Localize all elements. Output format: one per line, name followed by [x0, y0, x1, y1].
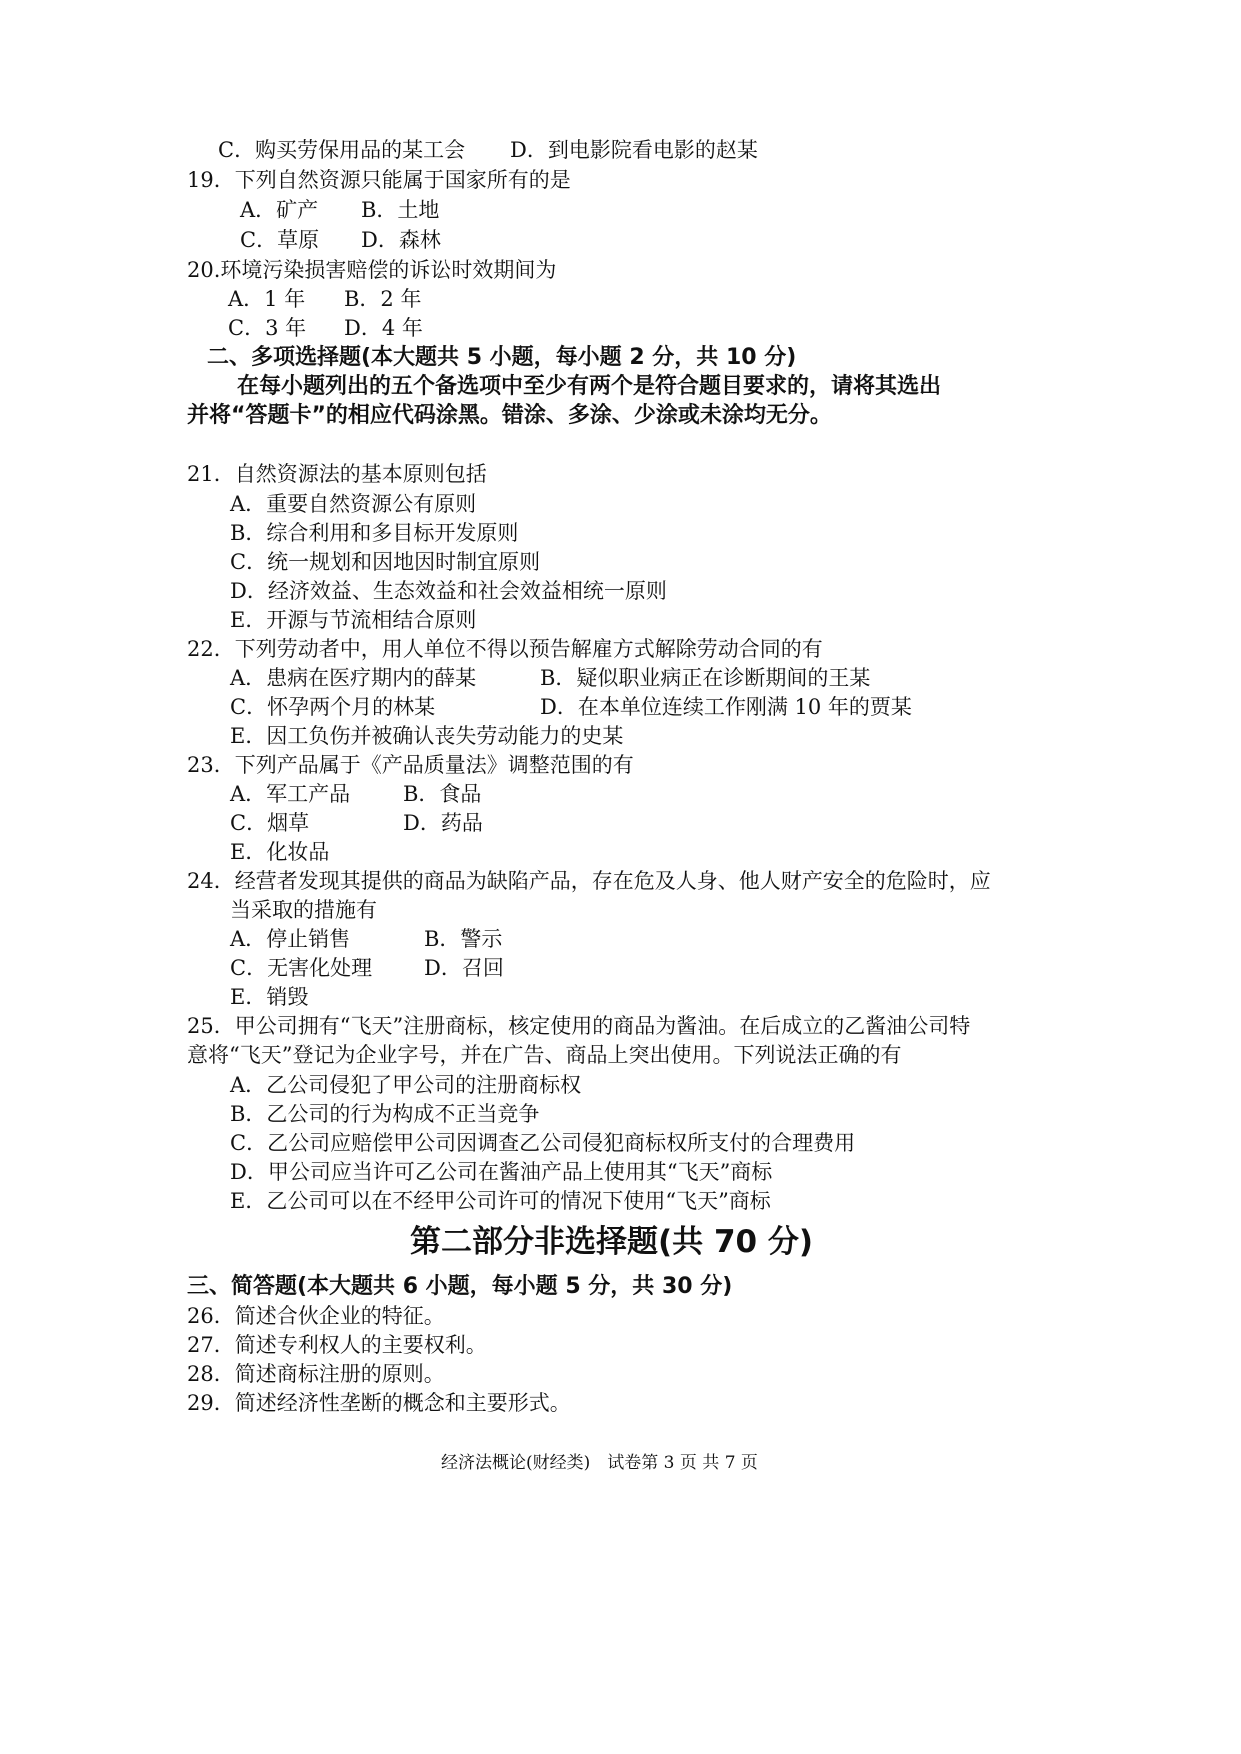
q23-option-d: D．药品	[403, 811, 483, 835]
q26: 26．简述合伙企业的特征。	[187, 1304, 445, 1328]
q19-option-c: C．草原	[240, 228, 320, 252]
q21-option-a: A．重要自然资源公有原则	[230, 492, 477, 516]
q18-option-d: D．到电影院看电影的赵某	[510, 138, 758, 162]
section3-title: 三、简答题(本大题共 6 小题，每小题 5 分，共 30 分)	[187, 1274, 733, 1299]
section2-title: 二、多项选择题(本大题共 5 小题，每小题 2 分，共 10 分)	[207, 345, 797, 370]
q22-option-d: D．在本单位连续工作刚满 10 年的贾某	[540, 695, 912, 719]
q23-option-a: A．军工产品	[230, 782, 351, 806]
q19-option-d: D．森林	[361, 228, 441, 252]
q18-option-c: C．购买劳保用品的某工会	[218, 138, 466, 162]
q22-option-a: A．患病在医疗期内的薛某	[230, 666, 477, 690]
q25-stem-line1: 25．甲公司拥有“飞天”注册商标，核定使用的商品为酱油。在后成立的乙酱油公司特	[187, 1014, 971, 1038]
q27: 27．简述专利权人的主要权利。	[187, 1333, 487, 1357]
q24-option-a: A．停止销售	[230, 927, 351, 951]
section2-instruction-line2: 并将“答题卡”的相应代码涂黑。错涂、多涂、少涂或未涂均无分。	[187, 403, 832, 428]
q25-option-e: E．乙公司可以在不经甲公司许可的情况下使用“飞天”商标	[230, 1189, 771, 1213]
q28: 28．简述商标注册的原则。	[187, 1362, 445, 1386]
q23-stem: 23．下列产品属于《产品质量法》调整范围的有	[187, 753, 634, 777]
q22-option-c: C．怀孕两个月的林某	[230, 695, 436, 719]
q21-option-c: C．统一规划和因地因时制宜原则	[230, 550, 541, 574]
q23-option-c: C．烟草	[230, 811, 310, 835]
q24-option-c: C．无害化处理	[230, 956, 373, 980]
q23-option-b: B．食品	[403, 782, 482, 806]
q24-option-d: D．召回	[424, 956, 504, 980]
q24-stem-line1: 24．经营者发现其提供的商品为缺陷产品，存在危及人身、他人财产安全的危险时，应	[187, 869, 991, 893]
q19-stem: 19．下列自然资源只能属于国家所有的是	[187, 168, 571, 192]
q25-option-c: C．乙公司应赔偿甲公司因调查乙公司侵犯商标权所支付的合理费用	[230, 1131, 856, 1155]
q20-option-d: D．4 年	[344, 316, 423, 340]
q22-option-b: B．疑似职业病正在诊断期间的王某	[540, 666, 871, 690]
q25-option-d: D．甲公司应当许可乙公司在酱油产品上使用其“飞天”商标	[230, 1160, 773, 1184]
q21-stem: 21．自然资源法的基本原则包括	[187, 462, 487, 486]
q24-stem-line2: 当采取的措施有	[230, 898, 377, 922]
q20-option-c: C．3 年	[228, 316, 307, 340]
q24-option-b: B．警示	[424, 927, 503, 951]
q19-option-a: A．矿产	[240, 198, 319, 222]
q25-option-b: B．乙公司的行为构成不正当竞争	[230, 1102, 540, 1126]
q23-option-e: E．化妆品	[230, 840, 330, 864]
q20-stem: 20.环境污染损害赔偿的诉讼时效期间为	[187, 258, 557, 282]
section2-instruction-line1: 在每小题列出的五个备选项中至少有两个是符合题目要求的，请将其选出	[237, 374, 942, 399]
q22-option-e: E．因工负伤并被确认丧失劳动能力的史某	[230, 724, 624, 748]
part2-title: 第二部分非选择题(共 70 分)	[410, 1224, 814, 1260]
q29: 29．简述经济性垄断的概念和主要形式。	[187, 1391, 571, 1415]
page-footer: 经济法概论(财经类) 试卷第 3 页 共 7 页	[441, 1453, 758, 1473]
q21-option-e: E．开源与节流相结合原则	[230, 608, 477, 632]
q21-option-d: D．经济效益、生态效益和社会效益相统一原则	[230, 579, 667, 603]
q25-stem-line2: 意将“飞天”登记为企业字号，并在广告、商品上突出使用。下列说法正确的有	[187, 1043, 902, 1067]
q25-option-a: A．乙公司侵犯了甲公司的注册商标权	[230, 1073, 582, 1097]
q21-option-b: B．综合利用和多目标开发原则	[230, 521, 519, 545]
q20-option-a: A．1 年	[228, 287, 306, 311]
q19-option-b: B．土地	[361, 198, 440, 222]
q22-stem: 22．下列劳动者中，用人单位不得以预告解雇方式解除劳动合同的有	[187, 637, 823, 661]
q24-option-e: E．销毁	[230, 985, 309, 1009]
q20-option-b: B．2 年	[344, 287, 422, 311]
